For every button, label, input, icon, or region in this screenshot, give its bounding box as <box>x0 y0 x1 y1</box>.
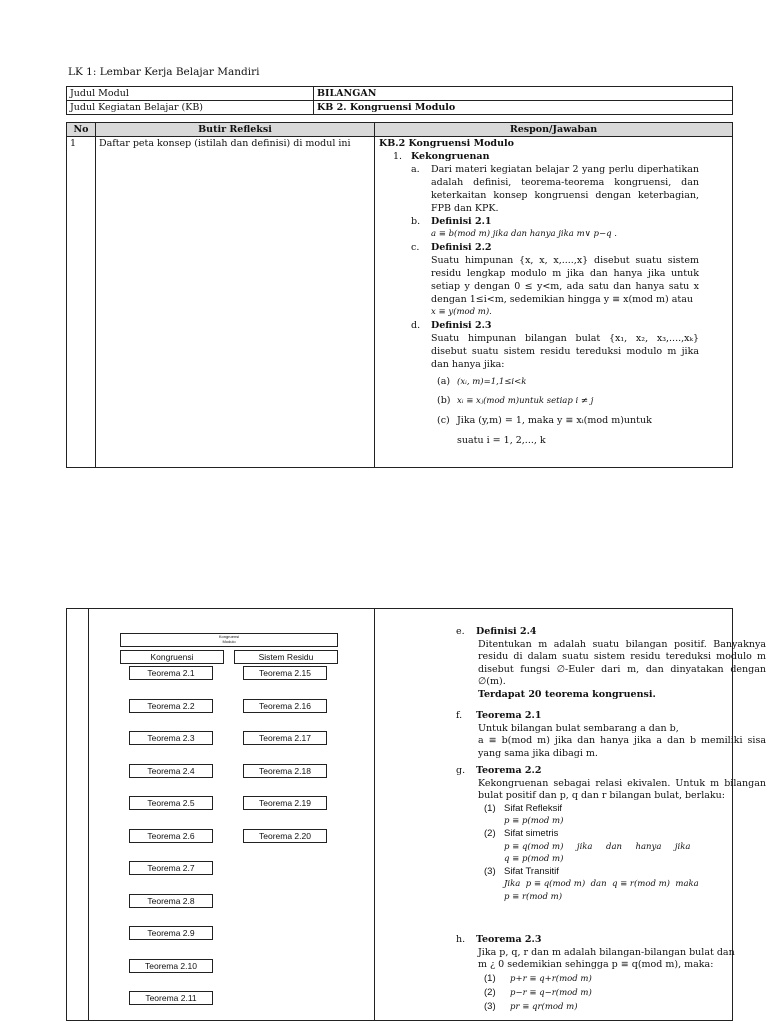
item-d-title: Definisi 2.3 <box>431 320 492 331</box>
row-butir: Daftar peta konsep (istilah dan definisi) di modul ini <box>96 137 375 468</box>
sistem-residu-header: Sistem Residu <box>234 650 338 664</box>
module-info-table <box>66 86 733 115</box>
item-d-a <box>431 373 699 391</box>
item-d-c-text: Jika (y,m) = 1, maka y ≡ xᵢ(mod m)untuk <box>457 415 652 426</box>
reflection-table <box>66 122 733 468</box>
root-label-1: Kongruensi <box>218 634 240 639</box>
h-item-1-label: (1) <box>484 972 496 984</box>
item-d-b <box>431 391 699 411</box>
theorem-box-kongruensi: Teorema 2.10 <box>129 959 213 973</box>
item-c-formula: x ≡ y(mod m). <box>431 307 492 317</box>
theorem-box-kongruensi: Teorema 2.1 <box>129 666 213 680</box>
row-respon <box>375 137 733 468</box>
section-g-title: Teorema 2.2 <box>476 765 542 776</box>
h-item-2 <box>478 986 766 1000</box>
item-b-title: Definisi 2.1 <box>431 216 492 227</box>
property-2-formula-2: q ≡ p(mod m) <box>504 854 564 865</box>
theorem-box-kongruensi: Teorema 2.9 <box>129 926 213 940</box>
section-f <box>456 710 766 760</box>
item-a <box>379 163 728 215</box>
section-1 <box>379 150 728 163</box>
section-e <box>456 626 766 702</box>
property-transitive <box>478 866 766 904</box>
property-3-formula: Jika p ≡ q(mod m) dan q ≡ r(mod m) maka <box>504 879 699 890</box>
h-item-1-formula: p+r ≡ q+r(mod m) <box>510 973 592 984</box>
theorem-box-kongruensi: Teorema 2.11 <box>129 991 213 1005</box>
section-f-title: Teorema 2.1 <box>476 710 542 721</box>
response-title: KB.2 Kongruensi Modulo <box>379 138 514 149</box>
theorem-box-kongruensi: Teorema 2.8 <box>129 894 213 908</box>
property-symmetric <box>478 828 766 866</box>
property-3-label: (3) <box>484 865 496 877</box>
theorem-box-kongruensi: Teorema 2.6 <box>129 829 213 843</box>
property-2-label: (2) <box>484 827 496 839</box>
property-2-formula: p ≡ q(mod m) jika dan hanya jika <box>504 841 691 852</box>
item-b-label: b. <box>411 216 421 227</box>
item-c-text: Suatu himpunan {x, x, x,....,x} disebut suatu sistem residu lengkap modulo m jika dan hanya jika untuk setiap y dengan 0 ≤ y<m, ada satu dan hanya satu x dengan 1≤i<m, sedemikian hingga y ≡ x(mod m) atau <box>431 255 699 305</box>
h-item-2-formula: p−r ≡ q−r(mod m) <box>510 987 592 998</box>
kb-value: KB 2. Kongruensi Modulo <box>314 101 733 115</box>
section-f-text-2: a ≡ b(mod m) jika dan hanya jika a dan b memiliki sisa yang sama jika dibagi m. <box>478 735 766 759</box>
section-h-label: h. <box>456 934 466 945</box>
theorem-box-sistem-residu: Teorema 2.19 <box>243 796 327 810</box>
item-a-label: a. <box>411 164 420 175</box>
section-f-text: Untuk bilangan bulat sembarang a dan b, <box>478 722 679 734</box>
item-d-text: Suatu himpunan bilangan bulat {x₁, x₂, x₃,....,xₖ} disebut suatu sistem residu tereduksi modulo m jika dan hanya jika: <box>431 333 699 370</box>
property-3-formula-2: p ≡ r(mod m) <box>504 891 563 902</box>
item-b-formula: a ≡ b(mod m) jika dan hanya jika m∨ p−q . <box>431 229 617 239</box>
section-e-label: e. <box>456 626 465 637</box>
theorem-box-sistem-residu: Teorema 2.18 <box>243 764 327 778</box>
item-d-a-label: (a) <box>437 376 451 387</box>
section-h-text: Jika p, q, r dan m adalah bilangan-bilangan bulat dan <box>478 946 735 958</box>
item-d-b-formula: xᵢ ≡ xⱼ(mod m)untuk setiap i ≠ j <box>457 396 594 406</box>
item-d-c-label: (c) <box>437 415 450 426</box>
section-e-title: Definisi 2.4 <box>476 626 537 637</box>
h-item-3 <box>478 1000 766 1014</box>
property-3-title: Sifat Transitif <box>504 865 559 877</box>
row-no: 1 <box>67 137 96 468</box>
item-b <box>379 215 728 241</box>
section-1-number: 1. <box>393 151 403 162</box>
theorem-box-sistem-residu: Teorema 2.15 <box>243 666 327 680</box>
section-g-label: g. <box>456 765 466 776</box>
item-d-b-label: (b) <box>437 395 451 406</box>
section-e-text: Ditentukan m adalah suatu bilangan positif. Banyaknya residu di dalam suatu sistem residu tereduksi modulo m disebut fungsi ∅-Euler dari m, dan dinyatakan dengan ∅(m). <box>478 638 766 688</box>
column-divider <box>374 609 375 1020</box>
document-title: LK 1: Lembar Kerja Belajar Mandiri <box>68 66 260 78</box>
root-label-2: Modulo <box>222 639 236 644</box>
header-butir: Butir Refleksi <box>96 123 375 137</box>
theorem-box-kongruensi: Teorema 2.4 <box>129 764 213 778</box>
item-d-a-formula: (xᵢ, m)=1,1≤i<k <box>457 377 527 387</box>
h-item-1 <box>478 972 766 986</box>
theorem-box-sistem-residu: Teorema 2.16 <box>243 699 327 713</box>
item-d-c-text-2: suatu i = 1, 2,..., k <box>457 435 546 446</box>
theorem-box-sistem-residu: Teorema 2.17 <box>243 731 327 745</box>
item-d <box>379 319 728 451</box>
item-d-label: d. <box>411 320 421 331</box>
property-1-formula: p ≡ p(mod m) <box>504 816 564 827</box>
section-g <box>456 765 766 904</box>
section-h <box>456 934 766 1014</box>
modul-label: Judul Modul <box>67 87 314 101</box>
header-respon: Respon/Jawaban <box>375 123 733 137</box>
modul-value: BILANGAN <box>314 87 733 101</box>
section-h-title: Teorema 2.3 <box>476 934 542 945</box>
column-divider <box>88 609 89 1020</box>
concept-map-root <box>120 633 338 647</box>
theorem-box-kongruensi: Teorema 2.2 <box>129 699 213 713</box>
h-item-3-formula: pr ≡ qr(mod m) <box>510 1001 578 1012</box>
theorem-box-kongruensi: Teorema 2.5 <box>129 796 213 810</box>
item-a-text: Dari materi kegiatan belajar 2 yang perlu diperhatikan adalah definisi, teorema-teorema kongruensi, dan keterkaitan konsep kongruensi dengan keterbagian, FPB dan KPK. <box>431 164 699 214</box>
theorem-box-kongruensi: Teorema 2.7 <box>129 861 213 875</box>
section-1-title: Kekongruenan <box>411 151 490 162</box>
property-1-title: Sifat Refleksif <box>504 802 563 814</box>
item-c <box>379 241 728 319</box>
kb-label: Judul Kegiatan Belajar (KB) <box>67 101 314 115</box>
property-2-title: Sifat simetris <box>504 827 559 839</box>
section-e-note: Terdapat 20 teorema kongruensi. <box>478 688 656 700</box>
property-reflexive <box>478 803 766 828</box>
second-page-table <box>66 608 766 1021</box>
theorem-box-kongruensi: Teorema 2.3 <box>129 731 213 745</box>
kongruensi-header: Kongruensi <box>120 650 224 664</box>
item-c-title: Definisi 2.2 <box>431 242 492 253</box>
theorem-box-sistem-residu: Teorema 2.20 <box>243 829 327 843</box>
property-1-label: (1) <box>484 802 496 814</box>
header-no: No <box>67 123 96 137</box>
section-h-text-2: m ¿ 0 sedemikian sehingga p ≡ q(mod m), maka: <box>478 959 714 971</box>
section-f-label: f. <box>456 710 463 721</box>
item-d-c <box>431 411 699 431</box>
item-c-label: c. <box>411 242 420 253</box>
h-item-2-label: (2) <box>484 986 496 998</box>
h-item-3-label: (3) <box>484 1000 496 1012</box>
section-g-text: Kekongruenan sebagai relasi ekivalen. Untuk m bilangan bulat positif dan p, q dan r bilangan bulat, berlaku: <box>478 777 766 802</box>
